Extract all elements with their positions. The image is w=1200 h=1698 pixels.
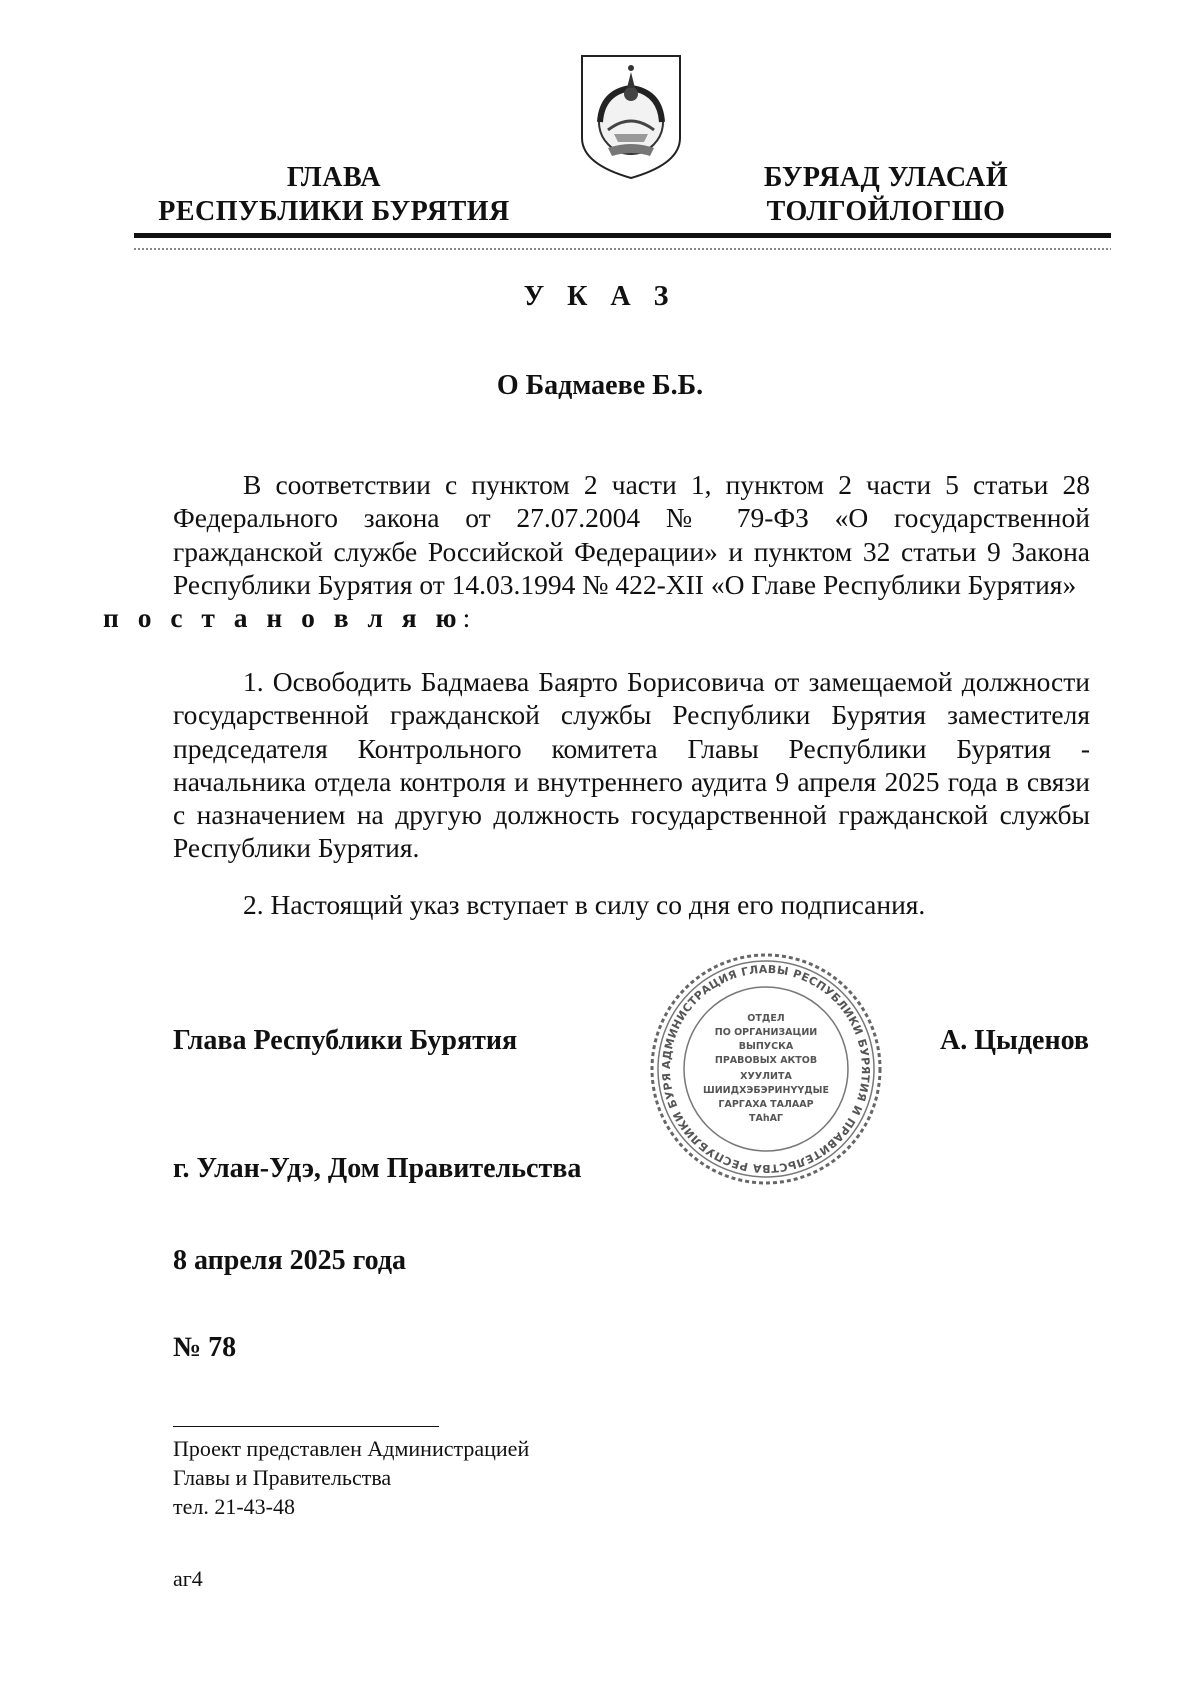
decree-number: № 78	[173, 1332, 237, 1363]
signature-name: А. Цыденов	[940, 1025, 1090, 1056]
seal-inner-line: ШИИДХЭБЭРИНҮҮДЫЕ	[702, 1085, 830, 1096]
item-1-text: 1. Освободить Бадмаева Баярто Борисовича от замещаемой должности государственной гражданской службы Республики Бурятия заместителя председателя Контрольного комитета Главы Республики Бурятия - начальника отдела контроля и внутреннего аудита 9 апреля 2025 года в связи с назначением на другую должность государственной гражданской службы Республики Бурятия.	[173, 666, 1090, 864]
document-subject: О Бадмаеве Б.Б.	[496, 370, 704, 401]
preamble-text: В соответствии с пунктом 2 части 1, пунктом 2 части 5 статьи 28 Федерального закона от 27.07.2004 № 79-ФЗ «О государственной гражданской службе Российской Федерации» и пунктом 32 статьи 9 Закона Республики Бурятия от 14.03.1994 № 422-XII «О Главе Республики Бурятия»	[173, 469, 1090, 600]
item-2-text: 2. Настоящий указ вступает в силу со дня его подписания.	[243, 889, 926, 920]
seal-inner-line: ХУУЛИТА	[740, 1071, 792, 1082]
issue-place: г. Улан-Удэ, Дом Правительства	[173, 1153, 582, 1184]
decree-colon: :	[462, 602, 471, 634]
seal-inner-line: ТАһАГ	[748, 1113, 784, 1124]
item-2-paragraph	[173, 888, 1090, 921]
header-divider	[134, 233, 1111, 238]
header-left-line1: ГЛАВА	[286, 162, 382, 193]
item-1-paragraph	[173, 665, 1090, 865]
seal-inner-line: ВЫПУСКА	[738, 1041, 794, 1052]
footnote-line-1: Проект представлен Администрацией	[173, 1436, 530, 1461]
footnote-line-2: Главы и Правительства	[173, 1465, 392, 1490]
decree-word: п о с т а н о в л я ю	[103, 602, 463, 634]
header-left-line2: РЕСПУБЛИКИ БУРЯТИЯ	[158, 196, 510, 227]
header-right-line2: ТОЛГОЙЛОГШО	[766, 196, 1006, 227]
header-right-line1: БУРЯАД УЛАСАЙ	[763, 162, 1009, 193]
official-seal-stamp	[648, 951, 884, 1187]
footnote-line-3: тел. 21-43-48	[173, 1494, 296, 1519]
signature-position: Глава Республики Бурятия	[173, 1025, 518, 1056]
seal-inner-line: ПО ОРГАНИЗАЦИИ	[714, 1027, 818, 1038]
preamble-paragraph	[103, 468, 1090, 634]
document-code: аг4	[173, 1566, 203, 1591]
seal-outer-text: АДМИНИСТРАЦИЯ ГЛАВЫ РЕСПУБЛИКИ БУРЯТИЯ И ПРАВИТЕЛЬСТВА РЕСПУБЛИКИ БУРЯ	[659, 962, 873, 1176]
seal-inner-line: ГАРГАХА ТАЛААР	[718, 1099, 814, 1110]
seal-inner-line: ОТДЕЛ	[747, 1013, 785, 1024]
issue-date: 8 апреля 2025 года	[173, 1245, 406, 1276]
footnote-divider	[173, 1426, 439, 1427]
seal-inner-line: ПРАВОВЫХ АКТОВ	[714, 1055, 818, 1066]
coat-of-arms-emblem	[578, 52, 684, 182]
header-divider-dotted	[134, 248, 1111, 250]
document-type-title: У К А З	[523, 281, 677, 312]
